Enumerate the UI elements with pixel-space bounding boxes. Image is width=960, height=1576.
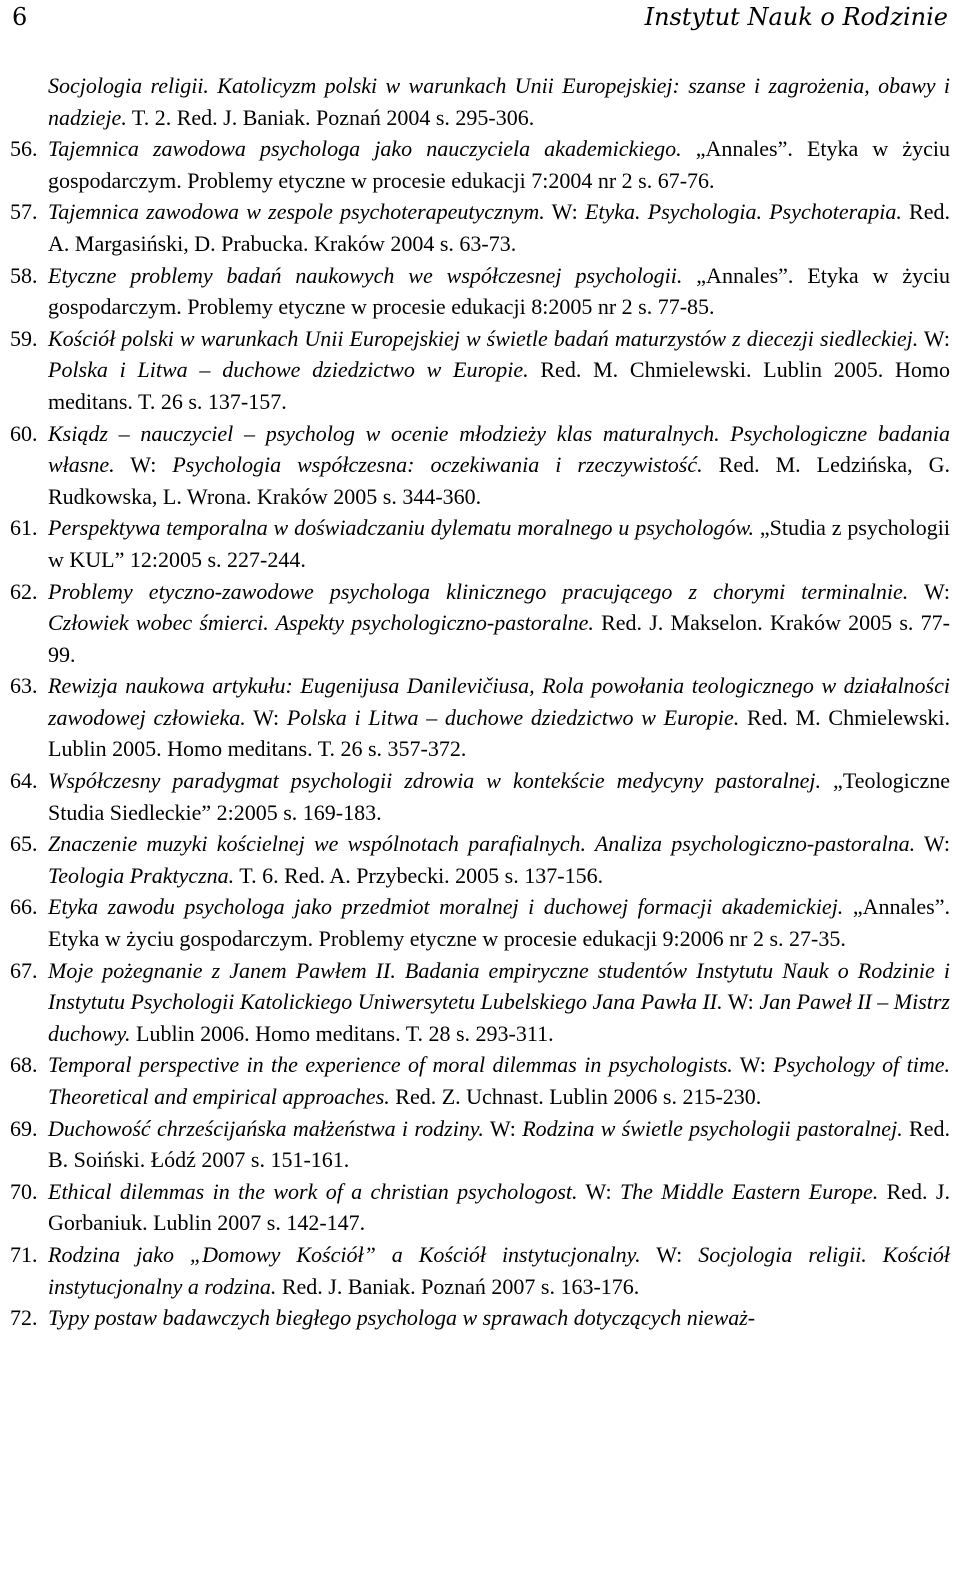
entry-title: Współczesny paradygmat psychologii zdrowia w kontekście medycyny pastoralnej.: [48, 768, 822, 794]
entry-details: „Studia z psychologii w KUL” 12:2005 s. 227-244.: [48, 515, 950, 572]
entry-number: 64.: [10, 768, 38, 794]
entry-details: Red. A. Margasiński, D. Prabucka. Kraków 2004 s. 63-73.: [48, 199, 950, 256]
entry-title: Teologia Praktyczna.: [48, 862, 235, 888]
entry-details: W:: [114, 452, 173, 478]
entry-details: T. 6. Red. A. Przybecki. 2005 s. 137-156.: [234, 862, 604, 888]
entry-title: Psychology of time. Theoretical and empirical approaches.: [48, 1052, 950, 1109]
entry-details: W:: [915, 831, 951, 857]
entry-title: Perspektywa temporalna w doświadczaniu dylematu moralnego u psychologów.: [48, 515, 754, 541]
bibliography-entry: [10, 1049, 950, 1112]
entry-details: „Annales”. Etyka w życiu gospodarczym. Problemy etyczne w procesie edukacji 8:2005 nr 2 s. 77-85.: [48, 262, 950, 320]
entry-details: Red. M. Ledzińska, G. Rudkowska, L. Wrona. Kraków 2005 s. 344-360.: [48, 452, 950, 509]
entry-details: W:: [722, 989, 760, 1015]
entry-title: Etyka zawodu psychologa jako przedmiot moralnej i duchowej formacji akademickiej.: [48, 894, 844, 920]
entry-details: W:: [640, 1241, 699, 1267]
entry-title: Tajemnica zawodowa psychologa jako nauczyciela akademickiego.: [48, 136, 682, 162]
continued-entry: [10, 70, 950, 133]
entry-details: Red. J. Gorbaniuk. Lublin 2007 s. 142-147.: [48, 1178, 950, 1236]
bibliography-entry: [10, 1176, 950, 1239]
entry-title: Rewizja naukowa artykułu: Eugenijusa Danilevičiusa, Rola powołania teologicznego w działalności zawodowej człowieka.: [48, 673, 950, 730]
entry-number: 62.: [10, 578, 38, 604]
entries-container: [10, 133, 950, 1334]
page-header: [12, 2, 948, 32]
entry-number: 58.: [10, 262, 38, 288]
bibliography-entry: [10, 133, 950, 196]
entry-details: Red. Z. Uchnast. Lublin 2006 s. 215-230.: [389, 1084, 762, 1109]
entry-title: Rodzina w świetle psychologii pastoralnej.: [522, 1115, 903, 1141]
entry-details: Red. M. Chmielewski. Lublin 2005. Homo meditans. T. 26 s. 137-157.: [48, 357, 950, 414]
entry-details: W:: [245, 704, 287, 730]
entry-details: W:: [577, 1178, 620, 1204]
bibliography-entry: [10, 891, 950, 954]
bibliography-entry: [10, 955, 950, 1050]
entry-number: 69.: [10, 1115, 38, 1141]
entry-details: „Annales”. Etyka w życiu gospodarczym. Problemy etyczne w procesie edukacji 7:2004 nr 2 s. 67-76.: [48, 136, 950, 193]
entry-title: Temporal perspective in the experience of moral dilemmas in psychologists.: [48, 1052, 733, 1078]
entry-details: Lublin 2006. Homo meditans. T. 28 s. 293-311.: [130, 1020, 554, 1046]
bibliography-entry: [10, 1113, 950, 1176]
bibliography-entry: [10, 1302, 950, 1334]
bibliography-list: [10, 70, 950, 1334]
entry-title: Socjologia religii. Katolicyzm polski w warunkach Unii Europejskiej: szanse i zagrożenia, obawy i nadzieje.: [48, 73, 950, 130]
entry-number: 67.: [10, 957, 38, 983]
bibliography-entry: [10, 1239, 950, 1302]
entry-title: Socjologia religii. Kościół instytucjonalny a rodzina.: [48, 1241, 950, 1299]
entry-details: Red. M. Chmielewski. Lublin 2005. Homo meditans. T. 26 s. 357-372.: [48, 704, 950, 762]
entry-details: W:: [908, 578, 951, 604]
bibliography-entry: [10, 512, 950, 575]
entry-title: Znaczenie muzyki kościelnej we wspólnotach parafialnych. Analiza psychologiczno-pastoralna.: [48, 831, 916, 857]
entry-number: 56.: [10, 136, 38, 162]
entry-number: 66.: [10, 894, 38, 920]
entry-title: Etyka. Psychologia. Psychoterapia.: [584, 199, 902, 225]
entry-number: 68.: [10, 1052, 38, 1078]
entry-number: 63.: [10, 673, 38, 699]
bibliography-entry: [10, 323, 950, 418]
entry-title: Ethical dilemmas in the work of a christian psychologost.: [48, 1178, 578, 1204]
entry-title: Etyczne problemy badań naukowych we współczesnej psychologii.: [48, 262, 683, 288]
entry-title: Ksiądz – nauczyciel – psycholog w ocenie młodzieży klas maturalnych. Psychologiczne badania własne.: [48, 420, 950, 478]
entry-title: Duchowość chrześcijańska małżeństwa i rodziny.: [48, 1115, 484, 1141]
entry-number: 65.: [10, 831, 38, 857]
entry-number: 72.: [10, 1305, 38, 1331]
entry-number: 61.: [10, 515, 38, 541]
entry-details: W:: [732, 1052, 774, 1078]
bibliography-entry: [10, 260, 950, 323]
bibliography-entry: [10, 670, 950, 765]
entry-title: Tajemnica zawodowa w zespole psychoterapeutycznym.: [48, 199, 545, 225]
entry-details: Red. B. Soiński. Łódź 2007 s. 151-161.: [48, 1115, 950, 1173]
entry-details: T. 2. Red. J. Baniak. Poznań 2004 s. 295-306.: [126, 104, 535, 130]
entry-title: Polska i Litwa – duchowe dziedzictwo w Europie.: [48, 357, 529, 383]
entry-title: Typy postaw badawczych biegłego psychologa w sprawach dotyczących nieważ-: [48, 1305, 756, 1331]
entry-title: Polska i Litwa – duchowe dziedzictwo w Europie.: [286, 704, 740, 730]
page-number: 6: [12, 3, 28, 31]
entry-number: 70.: [10, 1178, 38, 1204]
entry-number: 57.: [10, 199, 38, 225]
entry-title: Jan Paweł II – Mistrz duchowy.: [48, 989, 950, 1046]
entry-title: Rodzina jako „Domowy Kościół” a Kościół instytucjonalny.: [48, 1241, 641, 1267]
entry-details: W:: [918, 325, 950, 351]
entry-details: W:: [544, 199, 585, 225]
entry-title: Psychologia współczesna: oczekiwania i rzeczywistość.: [172, 452, 703, 478]
entry-number: 60.: [10, 420, 38, 446]
entry-details: „Teologiczne Studia Siedleckie” 2:2005 s. 169-183.: [48, 768, 951, 825]
entry-title: Problemy etyczno-zawodowe psychologa klinicznego pracującego z chorymi terminalnie.: [48, 578, 909, 604]
entry-title: Człowiek wobec śmierci. Aspekty psychologiczno-pastoralne.: [48, 610, 594, 636]
entry-details: W:: [483, 1115, 523, 1141]
entry-details: Red. J. Makselon. Kraków 2005 s. 77-99.: [48, 610, 950, 667]
entry-number: 71.: [10, 1241, 38, 1267]
entry-details: Red. J. Baniak. Poznań 2007 s. 163-176.: [276, 1273, 640, 1299]
entry-number: 59.: [10, 325, 38, 351]
bibliography-entry: [10, 196, 950, 259]
bibliography-entry: [10, 418, 950, 513]
entry-details: „Annales”. Etyka w życiu gospodarczym. Problemy etyczne w procesie edukacji 9:2006 nr 2 s. 27-35.: [48, 894, 950, 952]
entry-title: The Middle Eastern Europe.: [619, 1178, 879, 1204]
bibliography-entry: [10, 828, 950, 891]
bibliography-entry: [10, 765, 950, 828]
entry-title: Kościół polski w warunkach Unii Europejskiej w świetle badań maturzystów z diecezji siedleckiej.: [48, 325, 919, 351]
running-title: Instytut Nauk o Rodzinie: [644, 3, 948, 31]
entry-title: Moje pożegnanie z Janem Pawłem II. Badania empiryczne studentów Instytutu Nauk o Rodzinie i Instytutu Psychologii Katolickiego Uniwersytetu Lubelskiego Jana Pawła II.: [48, 957, 950, 1015]
bibliography-entry: [10, 576, 950, 671]
